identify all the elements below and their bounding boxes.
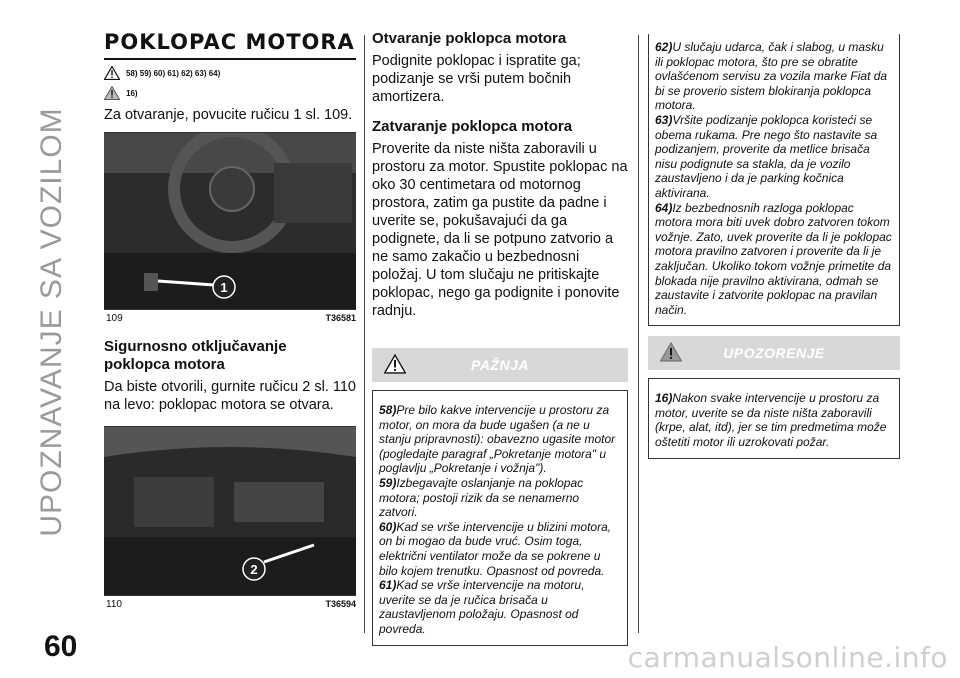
caution-banner [648, 336, 900, 370]
caution-refs-text: 16) [126, 88, 138, 98]
caution-triangle-icon [104, 86, 120, 100]
section-intro: Za otvaranje, povucite ručicu 1 sl. 109. [104, 107, 353, 123]
caution-refs [104, 86, 356, 100]
closing-heading: Zatvaranje poklopca motora [372, 118, 573, 135]
note-60 [379, 520, 621, 578]
note-number: 62) [655, 40, 673, 54]
figure-code: T36581 [325, 313, 356, 323]
note-number: 60) [379, 519, 397, 534]
note-number: 61) [379, 578, 397, 593]
warning-triangle-icon [104, 66, 120, 80]
figure-110-image [104, 426, 356, 596]
column-divider [638, 35, 639, 633]
note-58 [379, 403, 621, 476]
note-text: Pre bilo kakve intervencije u prostoru za motor, on mora da bude ugašen (a ne u stanju pripravnosti): obavezno ugasite motor (pogledajte paragraf „Pokretanje motora" u poglavlju „Pokretanje i vožnja"). [379, 403, 616, 476]
warning-refs-text: 58) 59) 60) 61) 62) 63) 64) [126, 68, 221, 78]
note-number: 64) [655, 200, 673, 215]
section-title: POKLOPAC MOTORA [104, 30, 356, 60]
unlock-heading: Sigurnosno otključavanje poklopca motora [104, 338, 287, 373]
warning-triangle-icon [384, 354, 406, 374]
note-62 [655, 40, 893, 113]
dashboard-illustration [104, 133, 356, 309]
note-text: Izbegavajte oslanjanje na poklopac motora; postoji rizik da se nenamerno zatvori. [379, 475, 584, 520]
note-59 [379, 476, 621, 520]
note-number: 63) [655, 112, 673, 127]
caution-notes [648, 378, 900, 458]
watermark: carmanualsonline.info [627, 641, 948, 674]
note-number: 58) [379, 403, 397, 417]
sidebar-chapter-text: UPOZNAVANJE SA VOZILOM [35, 107, 68, 537]
column-right [648, 34, 900, 459]
note-number: 59) [379, 475, 397, 490]
closing-text: Proverite da niste ništa zaboravili u prostoru za motor. Spustite poklopac na oko 30 centimetara od motornog prostora, zatim ga pustite da padne i uverite se, pokušavajući da ga podignete, da li se potpuno zatvorio a ne samo zakačio u bezbednosni položaj. U tom slučaju ne pritiskajte poklopac, nego ga podignite i ponovite radnju. [372, 141, 628, 319]
figure-110-caption [104, 596, 356, 610]
note-16 [655, 391, 893, 449]
callout-number: 2 [250, 562, 258, 577]
figure-code: T36594 [325, 599, 356, 609]
note-text: Iz bezbednosnih razloga poklopac motora mora biti uvek dobro zatvoren tokom vožnje. Zato, uvek proverite da li je poklopac motora pravilno zatvoren i proverite da li je zaključan. Ukoliko tokom vožnje primetite da blokada nije pravilno aktivirana, odmah se zaustavite i zatvorite poklopac na pravilan način. [655, 200, 892, 317]
warning-refs [104, 66, 356, 80]
opening-heading: Otvaranje poklopca motora [372, 30, 567, 47]
note-61 [379, 578, 621, 636]
column-middle [372, 30, 628, 646]
warning-notes [372, 390, 628, 646]
warning-banner [372, 348, 628, 382]
note-text: Vršite podizanje poklopca koristeći se obema rukama. Pre nego što nastavite sa podizanjem, proverite da metlice brisača nisu podignute sa stakla, da je vozilo zaustavljeno i da je parking kočnica aktivirana. [655, 112, 878, 200]
caution-triangle-icon [660, 342, 682, 362]
note-number: 16) [655, 391, 673, 406]
column-divider [364, 35, 365, 633]
unlock-text: Da biste otvorili, gurnite ručicu 2 sl. 110 na levo: poklopac motora se otvara. [104, 379, 356, 413]
note-63 [655, 113, 893, 201]
column-left [104, 30, 356, 610]
engine-bay-illustration [104, 427, 356, 595]
figure-109-caption [104, 310, 356, 324]
warning-title: PAŽNJA [471, 357, 529, 373]
page-number: 60 [44, 630, 78, 663]
figure-number: 110 [106, 599, 122, 610]
caution-title: UPOZORENJE [723, 345, 825, 362]
figure-109-image [104, 132, 356, 310]
figure-number: 109 [106, 313, 123, 324]
note-text: Kad se vrše intervencije u blizini motora, on bi mogao da bude vruć. Osim toga, električni ventilator može da se pokrene u bilo kojem trenutku. Opasnost od povreda. [379, 519, 612, 578]
note-text: U slučaju udarca, čak i slabog, u masku ili poklopac motora, što pre se obratite ovlašćenom servisu za vozila marke Fiat da bi se proverio sistem blokiranja poklopca motora. [655, 40, 888, 113]
warning-notes-continued [648, 34, 900, 326]
opening-text: Podignite poklopac i ispratite ga; podizanje se vrši putem bočnih amortizera. [372, 53, 581, 105]
callout-number: 1 [220, 280, 228, 295]
note-64 [655, 201, 893, 318]
note-text: Kad se vrše intervencije na motoru, uverite se da je ručica brisača u zaustavljenom položaju. Opasnost od povreda. [379, 578, 585, 636]
note-text: Nakon svake intervencije u prostoru za motor, uverite se da niste ništa zaboravili (krpe, alat, itd), jer se tim predmetima može oštetiti motor ili uzrokovati požar. [655, 391, 887, 450]
